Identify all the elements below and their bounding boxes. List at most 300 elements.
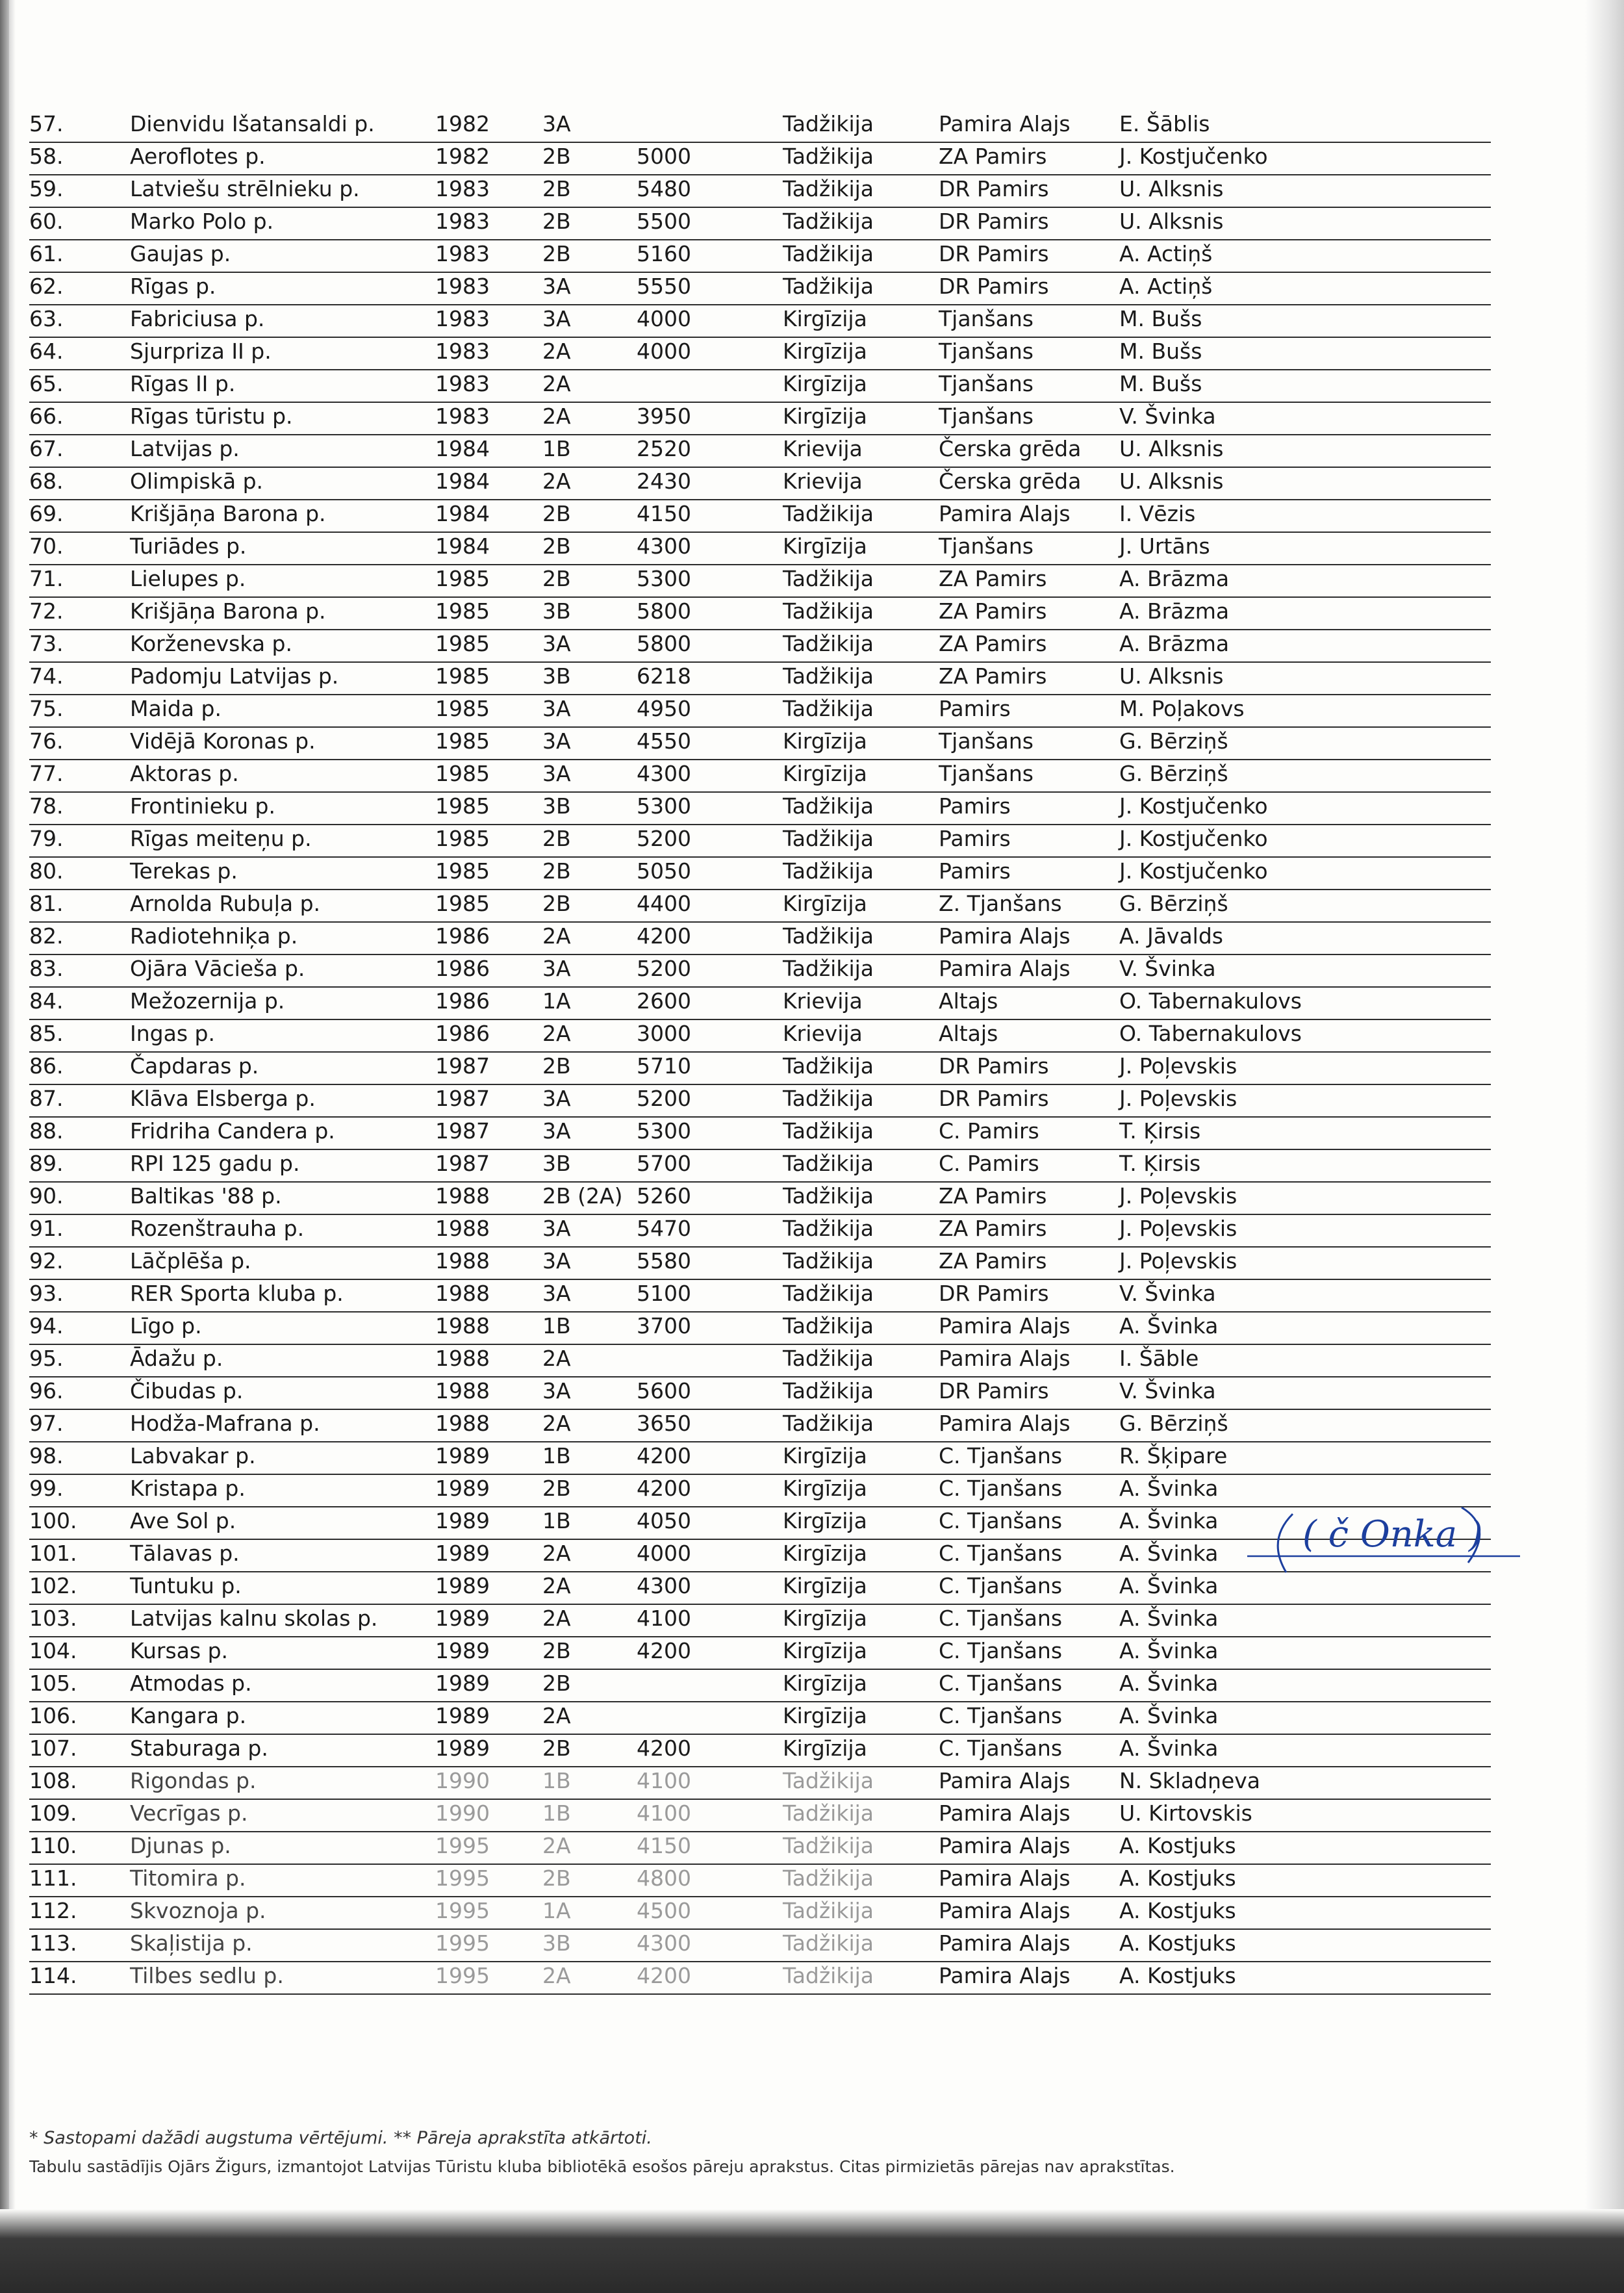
cell-category: 2B: [542, 1736, 571, 1761]
cell-region: Pamira Alajs: [939, 1313, 1071, 1339]
cell-num: 75.: [29, 696, 64, 721]
row-rule: [29, 1993, 1491, 1995]
cell-country: Tadžikija: [783, 1963, 874, 1988]
cell-num: 114.: [29, 1963, 77, 1988]
cell-num: 105.: [29, 1671, 77, 1696]
cell-year: 1988: [435, 1313, 490, 1339]
cell-name: Latviešu strēlnieku p.: [130, 176, 360, 201]
cell-category: 2B: [542, 241, 571, 266]
cell-leader: A. Actiņš: [1119, 274, 1213, 299]
cell-altitude: 4150: [637, 1833, 691, 1858]
table-row: [29, 988, 1491, 1020]
cell-num: 87.: [29, 1086, 64, 1111]
cell-altitude: 4200: [637, 1963, 691, 1988]
cell-num: 63.: [29, 306, 64, 331]
cell-name: Rozenštrauha p.: [130, 1216, 305, 1241]
cell-altitude: 5300: [637, 793, 691, 819]
cell-country: Tadžikija: [783, 598, 874, 624]
cell-name: Turiādes p.: [130, 533, 247, 559]
cell-name: Kursas p.: [130, 1638, 229, 1663]
cell-num: 77.: [29, 761, 64, 786]
cell-country: Tadžikija: [783, 858, 874, 884]
cell-country: Tadžikija: [783, 956, 874, 981]
table-row: [29, 1053, 1491, 1085]
cell-altitude: 5050: [637, 858, 691, 884]
table-row: [29, 305, 1491, 338]
table-row: [29, 695, 1491, 728]
cell-num: 64.: [29, 339, 64, 364]
cell-name: Djunas p.: [130, 1833, 231, 1858]
cell-leader: J. Poļevskis: [1119, 1183, 1237, 1209]
table-row: [29, 1767, 1491, 1800]
cell-country: Tadžikija: [783, 1086, 874, 1111]
cell-altitude: 4100: [637, 1606, 691, 1631]
cell-leader: A. Švinka: [1119, 1736, 1219, 1761]
cell-region: C. Pamirs: [939, 1118, 1039, 1144]
cell-year: 1983: [435, 404, 490, 429]
cell-name: Arnolda Rubuļa p.: [130, 891, 321, 916]
cell-country: Kirgīzija: [783, 339, 867, 364]
cell-country: Tadžikija: [783, 1346, 874, 1371]
cell-num: 57.: [29, 111, 64, 136]
cell-num: 111.: [29, 1865, 77, 1891]
cell-year: 1984: [435, 501, 490, 526]
cell-category: 2A: [542, 1021, 571, 1046]
cell-country: Tadžikija: [783, 1053, 874, 1079]
cell-leader: I. Vēzis: [1119, 501, 1196, 526]
table-row: [29, 1345, 1491, 1377]
table-row: [29, 858, 1491, 890]
cell-name: Čibudas p.: [130, 1378, 244, 1403]
cell-region: Čerska grēda: [939, 436, 1082, 461]
cell-category: 2A: [542, 1963, 571, 1988]
credits-line: Tabulu sastādījis Ojārs Žigurs, izmantojot Latvijas Tūristu kluba bibliotēkā esošos pāreju aprakstus. Citas pirmizietās pārejas nav aprakstītas.: [29, 2157, 1175, 2176]
cell-altitude: 4500: [637, 1898, 691, 1923]
cell-category: 1A: [542, 988, 571, 1014]
cell-category: 2B: [542, 501, 571, 526]
cell-leader: T. Ķirsis: [1119, 1118, 1201, 1144]
cell-leader: J. Kostjučenko: [1119, 793, 1268, 819]
cell-year: 1984: [435, 436, 490, 461]
cell-category: 3A: [542, 631, 571, 656]
cell-leader: V. Švinka: [1119, 956, 1216, 981]
cell-num: 61.: [29, 241, 64, 266]
cell-altitude: 3950: [637, 404, 691, 429]
cell-name: Korženevska p.: [130, 631, 292, 656]
cell-altitude: 5000: [637, 144, 691, 169]
cell-category: 3A: [542, 1281, 571, 1306]
cell-region: Pamira Alajs: [939, 1346, 1071, 1371]
cell-altitude: 4800: [637, 1865, 691, 1891]
cell-name: Rīgas II p.: [130, 371, 236, 396]
cell-category: 2B: [542, 858, 571, 884]
cell-category: 1A: [542, 1898, 571, 1923]
cell-leader: A. Švinka: [1119, 1703, 1219, 1728]
table-row: [29, 565, 1491, 598]
cell-name: Klāva Elsberga p.: [130, 1086, 316, 1111]
cell-year: 1990: [435, 1800, 490, 1826]
table-row: [29, 955, 1491, 988]
cell-leader: A. Švinka: [1119, 1638, 1219, 1663]
table-row: [29, 1670, 1491, 1702]
cell-region: C. Pamirs: [939, 1151, 1039, 1176]
cell-leader: A. Švinka: [1119, 1476, 1219, 1501]
cell-region: C. Tjanšans: [939, 1573, 1063, 1598]
table-row: [29, 1735, 1491, 1767]
cell-year: 1984: [435, 533, 490, 559]
cell-year: 1988: [435, 1248, 490, 1274]
cell-region: C. Tjanšans: [939, 1443, 1063, 1468]
cell-country: Tadžikija: [783, 923, 874, 949]
cell-country: Tadžikija: [783, 1865, 874, 1891]
cell-region: C. Tjanšans: [939, 1703, 1063, 1728]
cell-leader: G. Bērziņš: [1119, 1411, 1228, 1436]
cell-country: Tadžikija: [783, 1248, 874, 1274]
cell-altitude: 5800: [637, 631, 691, 656]
cell-name: Latvijas kalnu skolas p.: [130, 1606, 378, 1631]
cell-num: 95.: [29, 1346, 64, 1371]
cell-year: 1985: [435, 663, 490, 689]
cell-category: 2A: [542, 1703, 571, 1728]
cell-year: 1987: [435, 1118, 490, 1144]
cell-country: Kirgīzija: [783, 404, 867, 429]
cell-num: 83.: [29, 956, 64, 981]
cell-region: DR Pamirs: [939, 1086, 1049, 1111]
cell-category: 2A: [542, 339, 571, 364]
cell-category: 1B: [542, 1313, 571, 1339]
cell-country: Tadžikija: [783, 1216, 874, 1241]
cell-year: 1982: [435, 111, 490, 136]
cell-country: Tadžikija: [783, 274, 874, 299]
cell-year: 1989: [435, 1443, 490, 1468]
cell-num: 85.: [29, 1021, 64, 1046]
cell-region: Tjanšans: [939, 339, 1034, 364]
cell-category: 3A: [542, 1378, 571, 1403]
table-row: [29, 793, 1491, 825]
cell-category: 2A: [542, 1541, 571, 1566]
cell-leader: J. Poļevskis: [1119, 1248, 1237, 1274]
cell-region: Pamira Alajs: [939, 1768, 1071, 1793]
cell-country: Kirgīzija: [783, 1606, 867, 1631]
cell-region: ZA Pamirs: [939, 566, 1047, 591]
cell-year: 1988: [435, 1411, 490, 1436]
cell-num: 62.: [29, 274, 64, 299]
cell-name: Atmodas p.: [130, 1671, 252, 1696]
cell-name: Rīgas p.: [130, 274, 216, 299]
cell-region: ZA Pamirs: [939, 1248, 1047, 1274]
table-row: [29, 1930, 1491, 1962]
cell-region: ZA Pamirs: [939, 631, 1047, 656]
cell-category: 2B (2A): [542, 1183, 623, 1209]
cell-altitude: 4300: [637, 1573, 691, 1598]
cell-category: 1B: [542, 1800, 571, 1826]
cell-country: Kirgīzija: [783, 1671, 867, 1696]
cell-year: 1985: [435, 858, 490, 884]
cell-name: Staburaga p.: [130, 1736, 268, 1761]
cell-leader: O. Tabernakulovs: [1119, 988, 1302, 1014]
cell-year: 1986: [435, 1021, 490, 1046]
cell-altitude: 4200: [637, 1638, 691, 1663]
cell-country: Krievija: [783, 988, 863, 1014]
cell-country: Kirgīzija: [783, 533, 867, 559]
cell-name: Tuntuku p.: [130, 1573, 242, 1598]
cell-num: 84.: [29, 988, 64, 1014]
cell-altitude: 4400: [637, 891, 691, 916]
cell-country: Tadžikija: [783, 566, 874, 591]
cell-year: 1989: [435, 1638, 490, 1663]
cell-category: 3A: [542, 1086, 571, 1111]
cell-leader: A. Jāvalds: [1119, 923, 1223, 949]
cell-region: C. Tjanšans: [939, 1541, 1063, 1566]
cell-country: Tadžikija: [783, 1898, 874, 1923]
cell-altitude: 3650: [637, 1411, 691, 1436]
cell-name: Mežozernija p.: [130, 988, 285, 1014]
cell-year: 1989: [435, 1541, 490, 1566]
cell-region: Tjanšans: [939, 306, 1034, 331]
table-row: [29, 175, 1491, 208]
cell-year: 1995: [435, 1865, 490, 1891]
cell-altitude: 4200: [637, 1476, 691, 1501]
cell-region: DR Pamirs: [939, 1281, 1049, 1306]
cell-altitude: 5200: [637, 826, 691, 851]
cell-altitude: 3000: [637, 1021, 691, 1046]
cell-leader: J. Poļevskis: [1119, 1086, 1237, 1111]
cell-num: 80.: [29, 858, 64, 884]
cell-num: 98.: [29, 1443, 64, 1468]
table-row: [29, 1410, 1491, 1442]
cell-category: 2B: [542, 1053, 571, 1079]
cell-num: 81.: [29, 891, 64, 916]
table-row: [29, 1442, 1491, 1475]
cell-leader: V. Švinka: [1119, 404, 1216, 429]
table-row: [29, 1897, 1491, 1930]
table-row: [29, 1962, 1491, 1995]
cell-num: 109.: [29, 1800, 77, 1826]
cell-country: Kirgīzija: [783, 761, 867, 786]
cell-year: 1985: [435, 891, 490, 916]
table-row: [29, 1118, 1491, 1150]
cell-name: Fridriha Candera p.: [130, 1118, 335, 1144]
cell-category: 3B: [542, 598, 571, 624]
cell-altitude: 5100: [637, 1281, 691, 1306]
cell-leader: J. Urtāns: [1119, 533, 1210, 559]
cell-num: 70.: [29, 533, 64, 559]
cell-region: Altajs: [939, 988, 998, 1014]
cell-category: 2B: [542, 1671, 571, 1696]
cell-num: 89.: [29, 1151, 64, 1176]
cell-leader: J. Kostjučenko: [1119, 826, 1268, 851]
cell-name: Aktoras p.: [130, 761, 239, 786]
cell-year: 1989: [435, 1573, 490, 1598]
cell-region: Pamirs: [939, 858, 1011, 884]
cell-num: 106.: [29, 1703, 77, 1728]
cell-name: Padomju Latvijas p.: [130, 663, 339, 689]
cell-category: 1B: [542, 1508, 571, 1533]
cell-country: Kirgīzija: [783, 1443, 867, 1468]
cell-name: Tālavas p.: [130, 1541, 240, 1566]
cell-category: 3A: [542, 1248, 571, 1274]
cell-region: C. Tjanšans: [939, 1638, 1063, 1663]
cell-num: 90.: [29, 1183, 64, 1209]
cell-region: DR Pamirs: [939, 241, 1049, 266]
cell-leader: J. Poļevskis: [1119, 1053, 1237, 1079]
cell-altitude: 4100: [637, 1768, 691, 1793]
handwritten-annotation: [1247, 1501, 1520, 1592]
cell-num: 72.: [29, 598, 64, 624]
cell-altitude: 5500: [637, 209, 691, 234]
cell-name: Baltikas '88 p.: [130, 1183, 282, 1209]
table-row: [29, 760, 1491, 793]
cell-num: 88.: [29, 1118, 64, 1144]
table-row: [29, 208, 1491, 240]
cell-category: 2B: [542, 1865, 571, 1891]
cell-altitude: 5580: [637, 1248, 691, 1274]
cell-name: Lāčplēša p.: [130, 1248, 251, 1274]
cell-category: 2B: [542, 176, 571, 201]
cell-category: 1B: [542, 1768, 571, 1793]
cell-name: Ādažu p.: [130, 1346, 223, 1371]
cell-num: 71.: [29, 566, 64, 591]
cell-num: 66.: [29, 404, 64, 429]
cell-altitude: 4000: [637, 306, 691, 331]
cell-altitude: 5470: [637, 1216, 691, 1241]
cell-num: 107.: [29, 1736, 77, 1761]
cell-category: 2A: [542, 404, 571, 429]
cell-region: DR Pamirs: [939, 274, 1049, 299]
cell-year: 1983: [435, 339, 490, 364]
cell-year: 1982: [435, 144, 490, 169]
cell-leader: A. Brāzma: [1119, 598, 1230, 624]
cell-year: 1987: [435, 1086, 490, 1111]
table-row: [29, 1832, 1491, 1865]
table-row: [29, 403, 1491, 435]
cell-altitude: 5480: [637, 176, 691, 201]
cell-altitude: 4300: [637, 761, 691, 786]
cell-region: ZA Pamirs: [939, 1216, 1047, 1241]
cell-leader: G. Bērziņš: [1119, 761, 1228, 786]
table-row: [29, 1637, 1491, 1670]
cell-name: Skaļistija p.: [130, 1930, 253, 1956]
cell-leader: A. Švinka: [1119, 1606, 1219, 1631]
table-row: [29, 1183, 1491, 1215]
cell-leader: U. Alksnis: [1119, 436, 1224, 461]
cell-region: Pamira Alajs: [939, 1411, 1071, 1436]
cell-leader: G. Bērziņš: [1119, 728, 1228, 754]
cell-category: 2B: [542, 566, 571, 591]
cell-year: 1989: [435, 1736, 490, 1761]
cell-category: 2A: [542, 468, 571, 494]
table-row: [29, 1702, 1491, 1735]
cell-country: Tadžikija: [783, 1281, 874, 1306]
table-row: [29, 1377, 1491, 1410]
cell-region: ZA Pamirs: [939, 1183, 1047, 1209]
cell-region: C. Tjanšans: [939, 1508, 1063, 1533]
cell-category: 2A: [542, 1573, 571, 1598]
table-row: [29, 728, 1491, 760]
cell-leader: N. Skladņeva: [1119, 1768, 1261, 1793]
cell-country: Tadžikija: [783, 241, 874, 266]
cell-region: C. Tjanšans: [939, 1736, 1063, 1761]
cell-region: Pamirs: [939, 826, 1011, 851]
cell-category: 3A: [542, 111, 571, 136]
cell-year: 1985: [435, 793, 490, 819]
cell-num: 99.: [29, 1476, 64, 1501]
cell-year: 1990: [435, 1768, 490, 1793]
cell-num: 103.: [29, 1606, 77, 1631]
cell-year: 1995: [435, 1898, 490, 1923]
cell-altitude: 4100: [637, 1800, 691, 1826]
cell-num: 108.: [29, 1768, 77, 1793]
cell-year: 1988: [435, 1281, 490, 1306]
cell-country: Tadžikija: [783, 1930, 874, 1956]
cell-category: 3A: [542, 956, 571, 981]
cell-altitude: 4050: [637, 1508, 691, 1533]
cell-num: 100.: [29, 1508, 77, 1533]
cell-region: Pamira Alajs: [939, 923, 1071, 949]
cell-num: 101.: [29, 1541, 77, 1566]
cell-leader: I. Šāble: [1119, 1346, 1199, 1371]
cell-region: Pamira Alajs: [939, 1865, 1071, 1891]
cell-name: Rigondas p.: [130, 1768, 257, 1793]
cell-num: 82.: [29, 923, 64, 949]
cell-num: 74.: [29, 663, 64, 689]
cell-region: Pamirs: [939, 793, 1011, 819]
cell-num: 113.: [29, 1930, 77, 1956]
cell-altitude: 5710: [637, 1053, 691, 1079]
cell-year: 1983: [435, 176, 490, 201]
cell-country: Tadžikija: [783, 1313, 874, 1339]
cell-country: Kirgīzija: [783, 1541, 867, 1566]
cell-country: Tadžikija: [783, 111, 874, 136]
cell-country: Kirgīzija: [783, 306, 867, 331]
cell-leader: A. Kostjuks: [1119, 1898, 1236, 1923]
cell-year: 1985: [435, 728, 490, 754]
cell-leader: U. Kirtovskis: [1119, 1800, 1252, 1826]
cell-leader: J. Kostjučenko: [1119, 144, 1268, 169]
cell-country: Kirgīzija: [783, 371, 867, 396]
cell-name: RER Sporta kluba p.: [130, 1281, 344, 1306]
cell-region: Pamira Alajs: [939, 111, 1071, 136]
table-row: [29, 500, 1491, 533]
cell-name: Titomira p.: [130, 1865, 246, 1891]
cell-num: 112.: [29, 1898, 77, 1923]
cell-region: Tjanšans: [939, 533, 1034, 559]
cell-region: ZA Pamirs: [939, 663, 1047, 689]
cell-country: Tadžikija: [783, 1151, 874, 1176]
scan-left-shadow: [9, 0, 16, 2293]
cell-num: 96.: [29, 1378, 64, 1403]
cell-year: 1989: [435, 1671, 490, 1696]
cell-name: Maida p.: [130, 696, 222, 721]
cell-country: Tadžikija: [783, 501, 874, 526]
cell-region: Pamirs: [939, 696, 1011, 721]
cell-country: Kirgīzija: [783, 1638, 867, 1663]
table-row: [29, 273, 1491, 305]
cell-leader: A. Kostjuks: [1119, 1865, 1236, 1891]
scan-right-edge: [1585, 0, 1624, 2293]
cell-num: 58.: [29, 144, 64, 169]
cell-num: 60.: [29, 209, 64, 234]
cell-altitude: 4550: [637, 728, 691, 754]
cell-category: 2B: [542, 209, 571, 234]
cell-country: Tadžikija: [783, 1800, 874, 1826]
cell-region: C. Tjanšans: [939, 1476, 1063, 1501]
table-row: [29, 1150, 1491, 1183]
cell-country: Tadžikija: [783, 1378, 874, 1403]
cell-category: 2B: [542, 144, 571, 169]
cell-name: Vecrīgas p.: [130, 1800, 248, 1826]
table-row: [29, 240, 1491, 273]
